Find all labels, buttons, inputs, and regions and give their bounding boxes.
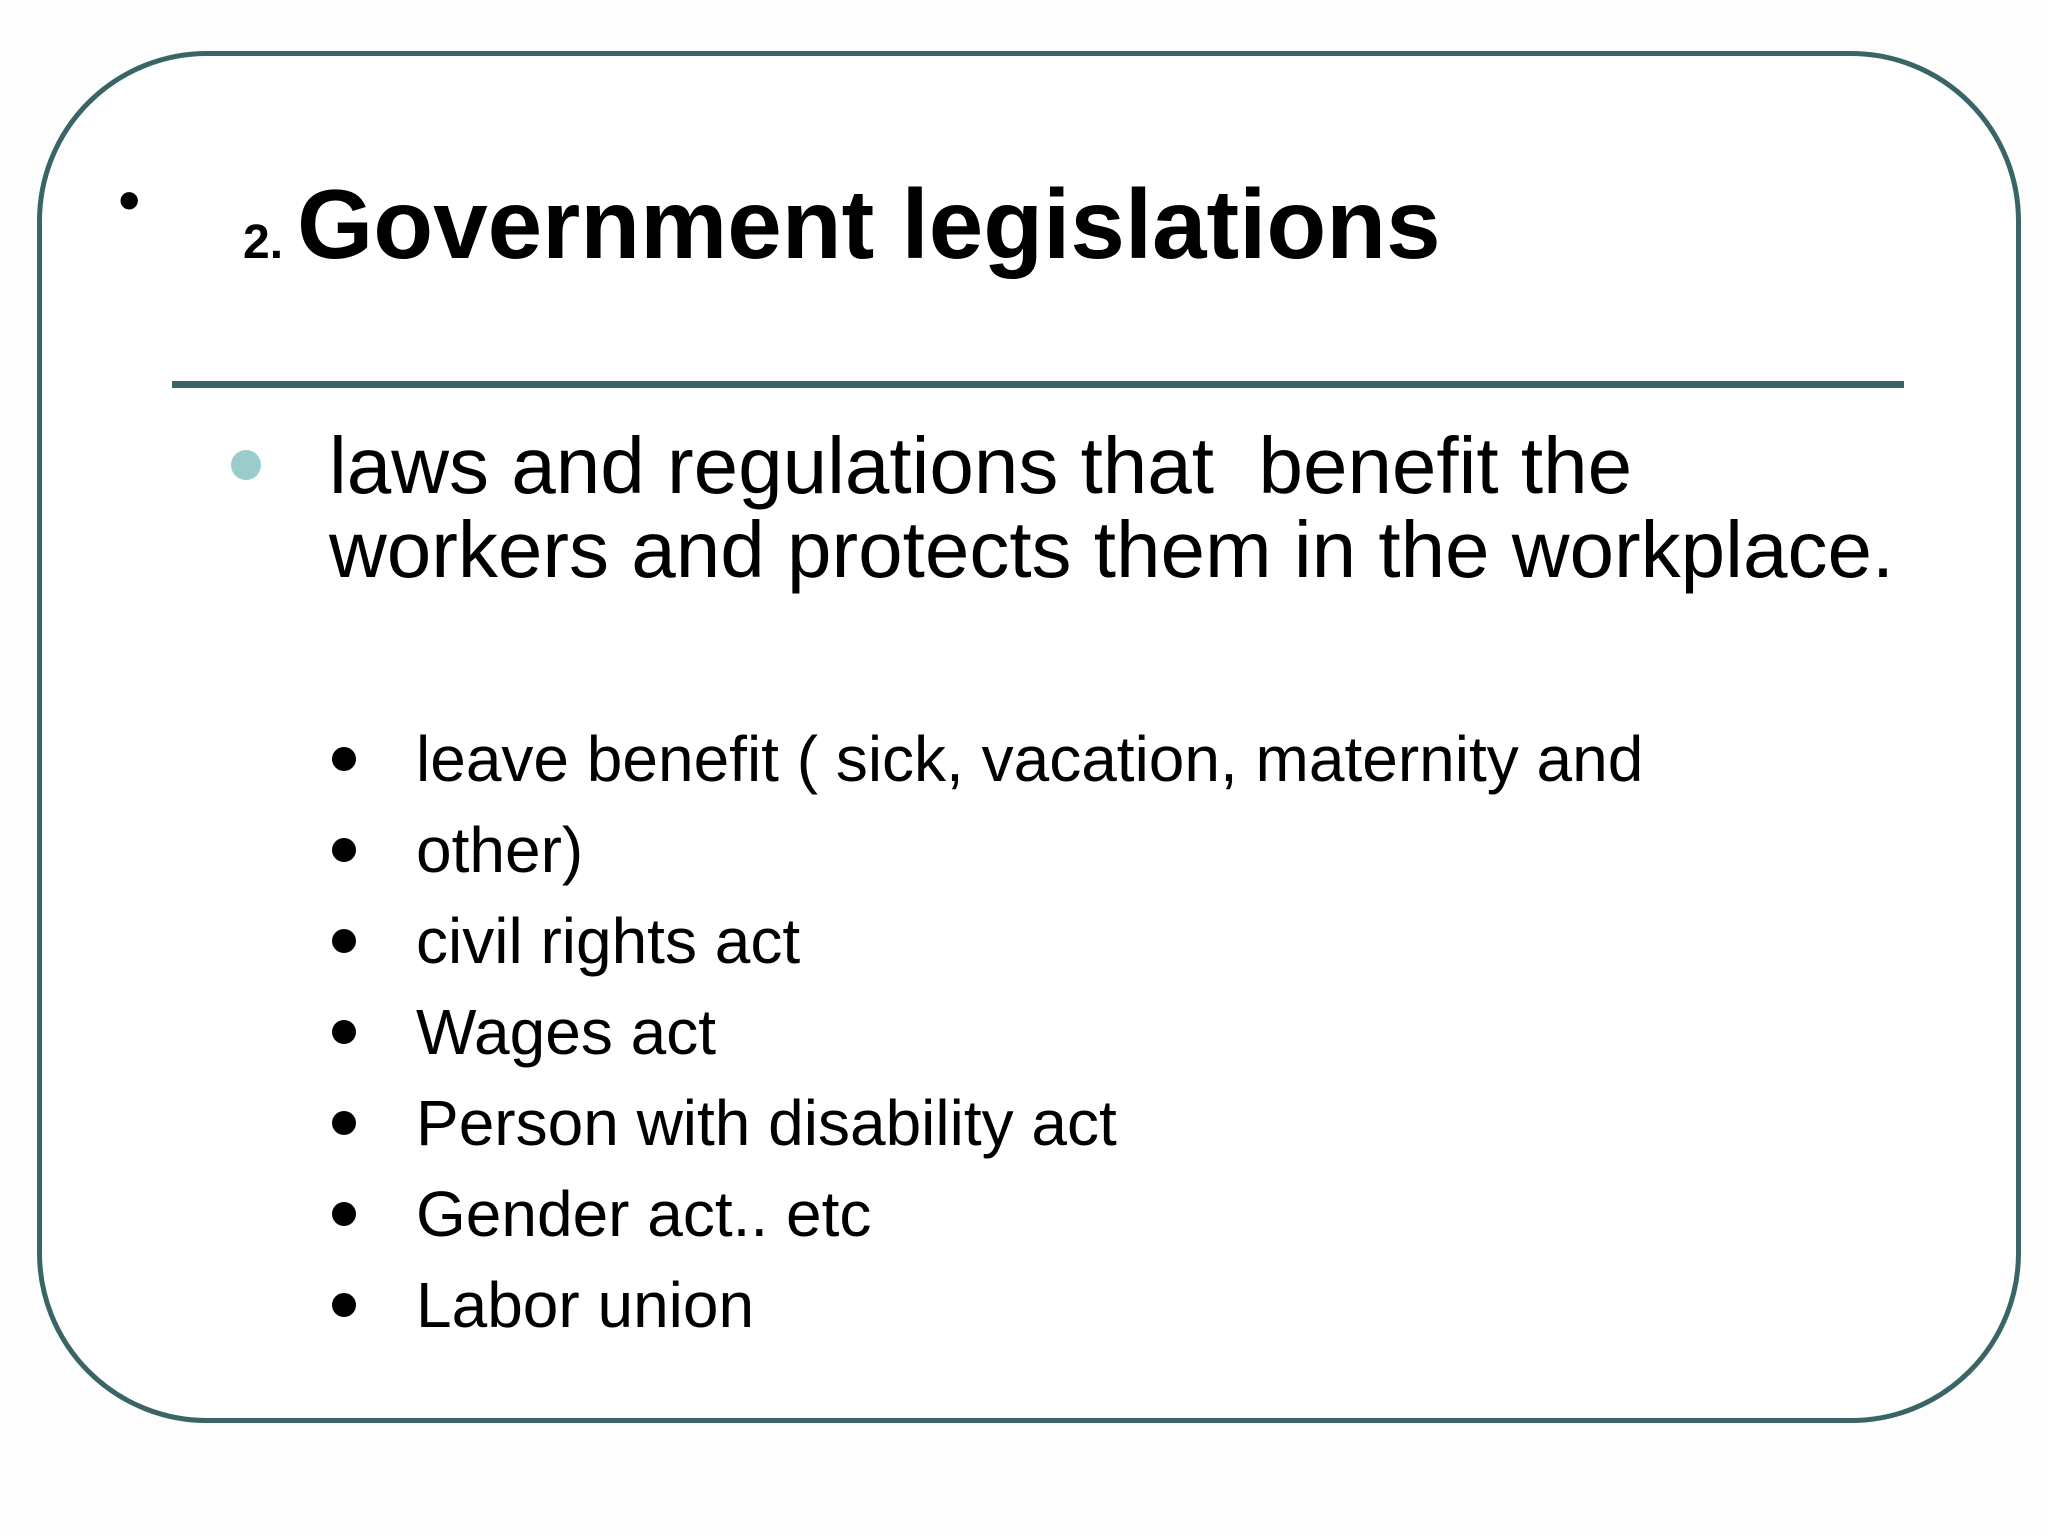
title-text: Government legislations	[297, 169, 1441, 279]
bullet-dot-icon	[332, 1202, 356, 1226]
lead-line-1: laws and regulations that benefit the	[329, 421, 1633, 510]
bullet-dot-icon	[332, 929, 356, 953]
list-item-text: Person with disability act	[416, 1087, 1117, 1159]
list-item-text: leave benefit ( sick, vacation, maternity and	[416, 723, 1644, 795]
list-item-text: other)	[416, 814, 584, 886]
bullet-dot-icon	[332, 838, 356, 862]
bullet-dot-icon	[332, 1111, 356, 1135]
bullet-dot-icon	[332, 1293, 356, 1317]
title-number: 2.	[243, 216, 284, 269]
list-item-text: Wages act	[416, 996, 716, 1068]
title-bullet-icon: •	[118, 164, 141, 236]
lead-paragraph	[329, 421, 1969, 594]
slide-title	[243, 168, 1441, 281]
bullet-dot-icon	[332, 1020, 356, 1044]
lead-line-2: workers and protects them in the workplace.	[329, 505, 1895, 594]
list-item-text: Labor union	[416, 1269, 755, 1341]
bullet-dot-icon	[332, 747, 356, 771]
list-item-text: Gender act.. etc	[416, 1178, 872, 1250]
lead-bullet-icon	[231, 450, 261, 480]
list-item-text: civil rights act	[416, 905, 801, 977]
title-divider	[172, 381, 1904, 388]
